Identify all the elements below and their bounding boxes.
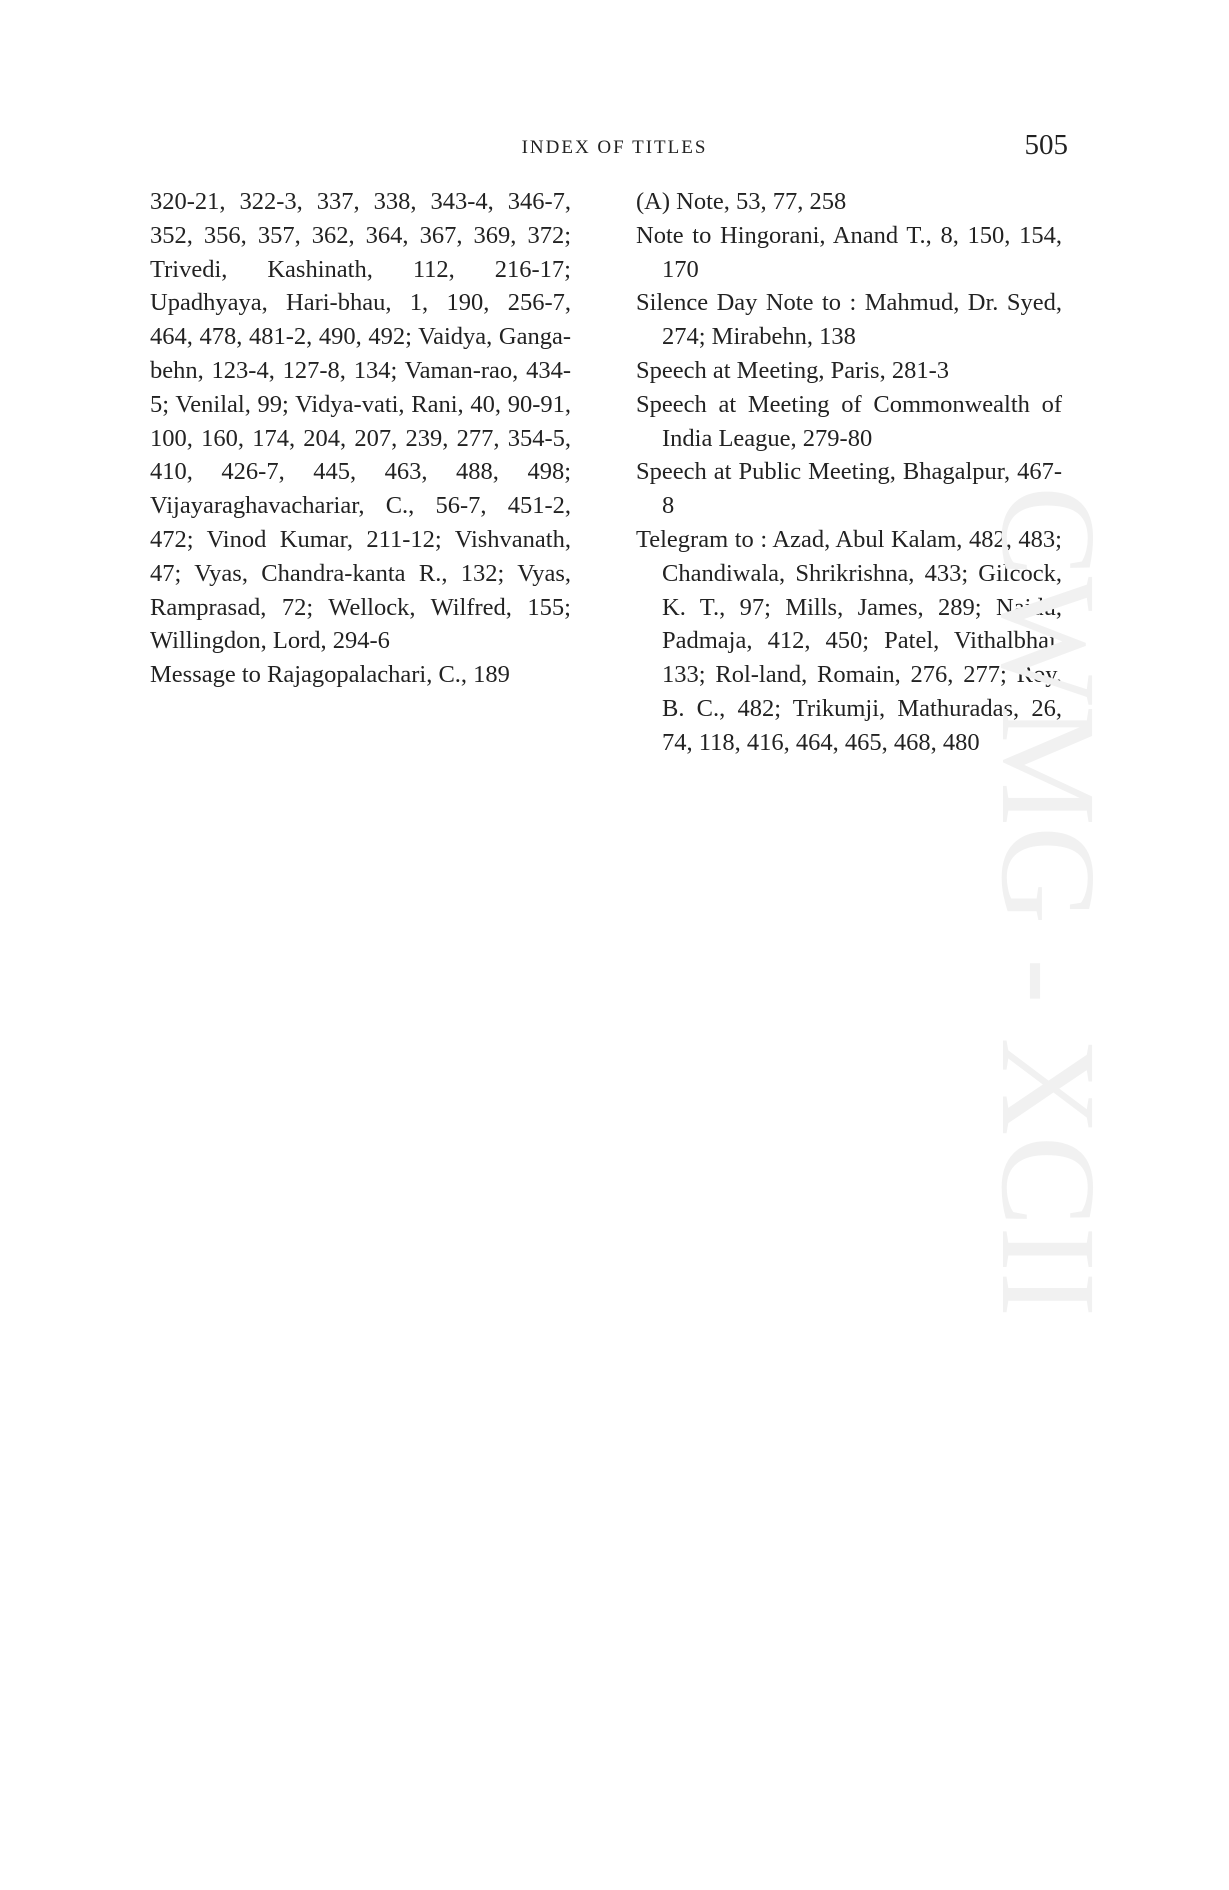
page-number: 505 [1024,129,1068,161]
index-entry: (A) Note, 53, 77, 258 [636,188,847,215]
index-entry: Speech at Public Meeting, Bhagalpur, 467-8 [636,458,1062,520]
index-entry: Speech at Meeting of Commonwealth of India League, 279-80 [636,390,1062,452]
index-entry: Speech at Meeting, Paris, 281-3 [636,356,949,384]
index-entry: Telegram to : Azad, Abul Kalam, 482, 483; Chandiwala, Shrikrishna, 433; Gilcock, K. T., 97; Mills, James, 289; Naidu, Padmaja, 412, 450; Patel, Vithalbhai, 133; Rol-land, Romain, 276, 277; Roy, B. C., 482; Trikumji, Mathuradas, 26, 74, 118, 416, 464, 465, 468, 480 [636,525,1062,756]
running-title: INDEX OF TITLES [521,137,708,158]
index-entry: Message to Rajagopalachari, C., 189 [150,661,510,689]
index-entry: Silence Day Note to : Mahmud, Dr. Syed, 274; Mirabehn, 138 [636,289,1062,351]
watermark [973,486,1123,1416]
watermark-text: CWMG - XCII [973,486,1123,1318]
index-column-left [150,185,571,692]
index-entry-continuation: 320-21, 322-3, 337, 338, 343-4, 346-7, 352, 356, 357, 362, 364, 367, 369, 372; Trivedi, Kashinath, 112, 216-17; Upadhyaya, Hari-bhau, 1, 190, 256-7, 464, 478, 481-2, 490, 492; Vaidya, Ganga-behn, 123-4, 127-8, 134; Vaman-rao, 434-5; Venilal, 99; Vidya-vati, Rani, 40, 90-91, 100, 160, 174, 204, 207, 239, 277, 354-5, 410, 426-7, 445, 463, 488, 498; Vijayaraghavachariar, C., 56-7, 451-2, 472; Vinod Kumar, 211-12; Vishvanath, 47; Vyas, Chandra-kanta R., 132; Vyas, Ramprasad, 72; Wellock, Wilfred, 155; Willingdon, Lord, 294-6 [150,188,571,655]
index-entry: Note to Hingorani, Anand T., 8, 150, 154, 170 [636,221,1062,283]
